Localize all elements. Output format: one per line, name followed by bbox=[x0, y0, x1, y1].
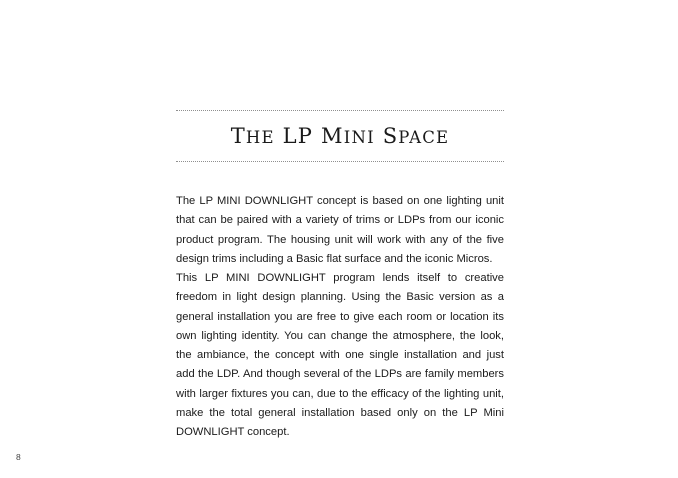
title-pace: PACE bbox=[398, 128, 450, 147]
divider-top bbox=[176, 110, 504, 111]
page-title bbox=[176, 125, 504, 148]
body-text bbox=[176, 192, 504, 442]
page-content bbox=[176, 110, 504, 443]
divider-bottom bbox=[176, 161, 504, 162]
paragraph-2: This LP MINI DOWNLIGHT program lends itself to creative freedom in light design planning. Using the Basic version as a general installation you are free to give each room or location its own lighting identity. You can change the atmosphere, the look, the ambiance, the concept with one single installation and just add the LDP. And though several of the LDPs are family members with larger fixtures you can, due to the efficacy of the lighting unit, make the total general installation based only on the LP Mini DOWNLIGHT concept. bbox=[176, 272, 504, 439]
title-letter-m: M bbox=[321, 124, 344, 148]
title-ini: INI bbox=[343, 128, 375, 147]
title-letter-t: T bbox=[230, 124, 246, 148]
title-letter-s: S bbox=[382, 124, 399, 148]
title-he: HE bbox=[245, 128, 275, 147]
title-lp: LP bbox=[282, 124, 314, 148]
paragraph-1: The LP MINI DOWNLIGHT concept is based on one lighting unit that can be paired with a variety of trims or LDPs from our iconic product program. The housing unit will work with any of the five design trims including a Basic flat surface and the iconic Micros. bbox=[176, 195, 504, 265]
page-number: 8 bbox=[16, 452, 21, 462]
